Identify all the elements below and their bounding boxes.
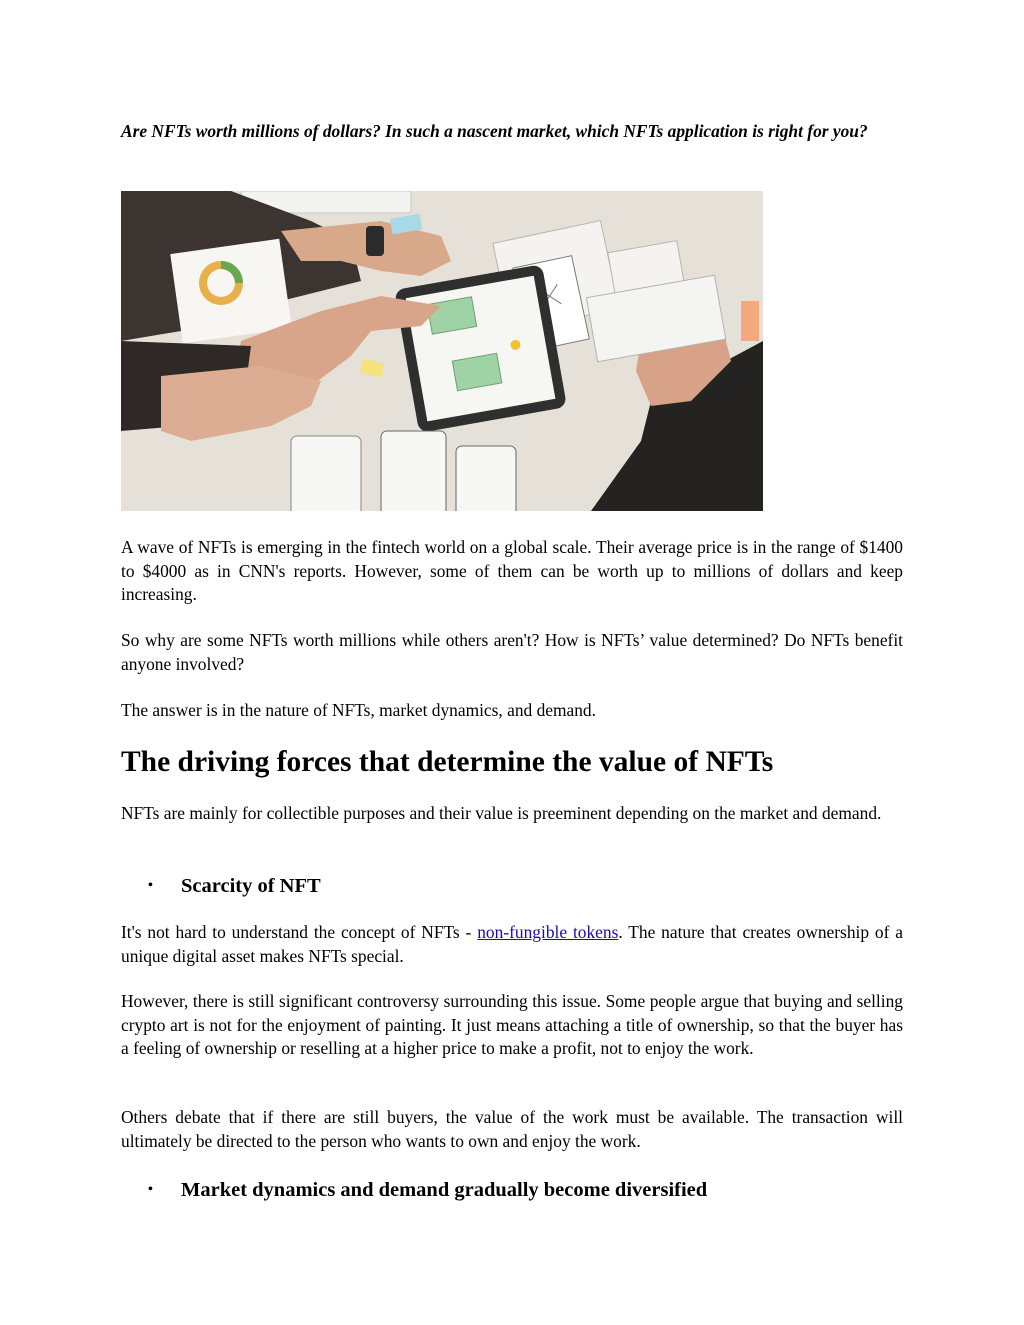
paragraph-others-debate: Others debate that if there are still buyers, the value of the work must be available. The transaction will ultimately be directed to the person who wants to own and enjoy the work. — [121, 1107, 903, 1151]
hero-illustration — [121, 191, 763, 511]
section-heading: The driving forces that determine the value of NFTs — [121, 746, 774, 778]
paragraph-concept-of-nfts — [121, 921, 903, 968]
paragraph-collectible-purposes: NFTs are mainly for collectible purposes and their value is preeminent depending on the market and demand. — [121, 803, 882, 823]
p5-text-before: It's not hard to understand the concept of NFTs - — [121, 922, 478, 942]
paragraph-controversy: However, there is still significant controversy surrounding this issue. Some people argue that buying and selling crypto art is not for the enjoyment of painting. It just means attaching a title of ownership, so that the buyer has a feeling of ownership or reselling at a higher price to make a profit, not to enjoy the work. — [121, 991, 903, 1058]
bullet-label-market-dynamics: Market dynamics and demand gradually become diversified — [181, 1179, 708, 1201]
bullet-label-scarcity: Scarcity of NFT — [181, 875, 321, 897]
paragraph-answer: The answer is in the nature of NFTs, market dynamics, and demand. — [121, 700, 596, 720]
hero-photo-tablet-wireframes — [121, 191, 763, 511]
p5-text-after: . The nature that creates ownership of a unique digital asset makes NFTs special. — [121, 922, 903, 966]
bullet-marker: • — [148, 1182, 153, 1197]
paragraph-why-millions: So why are some NFTs worth millions while others aren't? How is NFTs’ value determined? Do NFTs benefit anyone involved? — [121, 630, 903, 674]
bullet-marker: • — [148, 878, 153, 893]
intro-question: Are NFTs worth millions of dollars? In such a nascent market, which NFTs application is right for you? — [121, 121, 868, 141]
non-fungible-tokens-link[interactable]: non-fungible tokens — [477, 922, 619, 942]
paragraph-wave-of-nfts: A wave of NFTs is emerging in the fintech world on a global scale. Their average price is in the range of $1400 to $4000 as in CNN's reports. However, some of them can be worth up to millions of dollars and keep increasing. — [121, 537, 903, 604]
